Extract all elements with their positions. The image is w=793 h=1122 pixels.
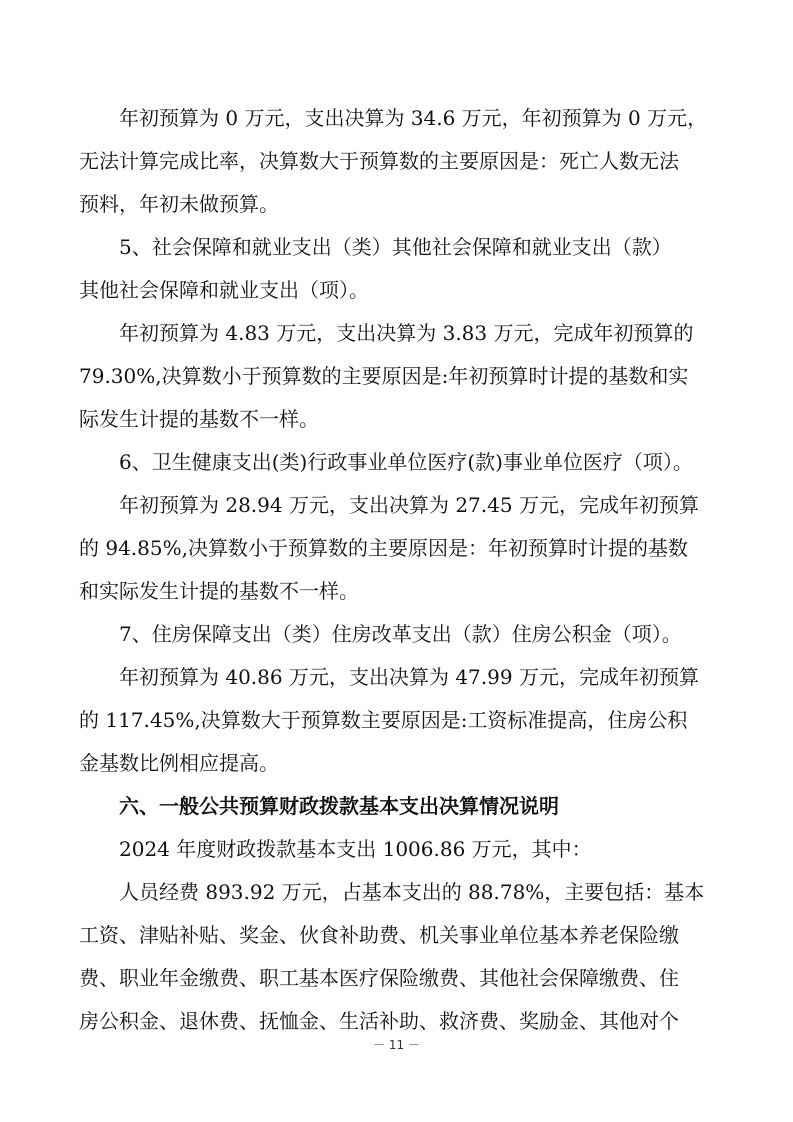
text-line: 人员经费 893.92 万元，占基本支出的 88.78%，主要包括：基本 xyxy=(119,880,705,904)
text-line: 5、社会保障和就业支出（类）其他社会保障和就业支出（款） xyxy=(119,235,672,259)
text-line: 金基数比例相应提高。 xyxy=(79,751,279,775)
text-line: 和实际发生计提的基数不一样。 xyxy=(79,579,359,603)
text-line: 6、卫生健康支出(类)行政事业单位医疗(款)事业单位医疗（项）。 xyxy=(119,450,693,474)
text-line: 预料，年初未做预算。 xyxy=(79,192,279,216)
text-line: 房公积金、退休费、抚恤金、生活补助、救济费、奖励金、其他对个 xyxy=(79,1009,679,1033)
text-line: 的 94.85%,决算数小于预算数的主要原因是：年初预算时计提的基数 xyxy=(79,536,688,560)
text-line: 79.30%,决算数小于预算数的主要原因是:年初预算时计提的基数和实 xyxy=(79,364,689,388)
section-heading: 六、一般公共预算财政拨款基本支出决算情况说明 xyxy=(119,794,559,818)
text-line: 7、住房保障支出（类）住房改革支出（款）住房公积金（项）。 xyxy=(119,622,682,646)
text-line: 费、职业年金缴费、职工基本医疗保险缴费、其他社会保障缴费、住 xyxy=(79,966,679,990)
text-line: 年初预算为 28.94 万元，支出决算为 27.45 万元，完成年初预算 xyxy=(119,493,699,517)
text-line: 年初预算为 40.86 万元，支出决算为 47.99 万元，完成年初预算 xyxy=(119,665,699,689)
text-line: 年初预算为 0 万元，支出决算为 34.6 万元，年初预算为 0 万元， xyxy=(119,106,708,130)
text-line: 的 117.45%,决算数大于预算数主要原因是:工资标准提高，住房公积 xyxy=(79,708,688,732)
text-line: 其他社会保障和就业支出（项）。 xyxy=(79,278,369,302)
text-line: 工资、津贴补贴、奖金、伙食补助费、机关事业单位基本养老保险缴 xyxy=(79,923,679,947)
text-line: 无法计算完成比率，决算数大于预算数的主要原因是：死亡人数无法 xyxy=(79,149,679,173)
page-number: － 11 － xyxy=(373,1038,420,1052)
text-line: 年初预算为 4.83 万元，支出决算为 3.83 万元，完成年初预算的 xyxy=(119,321,694,345)
text-line: 际发生计提的基数不一样。 xyxy=(79,407,319,431)
text-line: 2024 年度财政拨款基本支出 1006.86 万元，其中： xyxy=(119,837,592,861)
